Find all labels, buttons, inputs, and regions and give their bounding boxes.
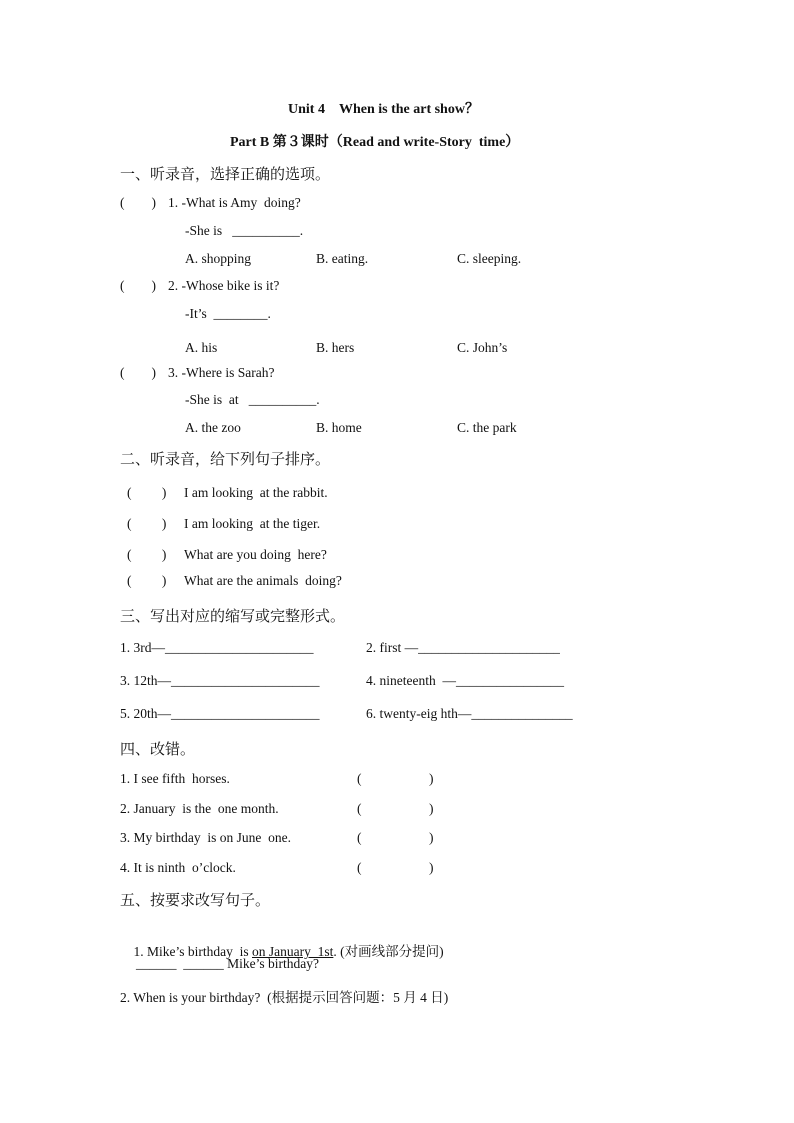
abbr-3: 3. 12th—______________________	[120, 673, 320, 688]
rewrite-1-prefix: 1. Mike’s birthday is	[133, 944, 252, 959]
q3-option-b: B. home	[316, 420, 362, 435]
q3-answer: -She is at __________.	[185, 392, 320, 407]
correction-2-paren: ( )	[357, 801, 434, 816]
rewrite-2: 2. When is your birthday? (根据提示回答问题：5 月 4 日)	[120, 990, 449, 1005]
order-4-text: What are the animals doing?	[184, 573, 342, 588]
q2-option-b: B. hers	[316, 340, 355, 355]
order-2-text: I am looking at the tiger.	[184, 516, 321, 531]
page-title: Unit 4 When is the art show？	[288, 102, 479, 117]
order-4-paren: ( )	[127, 573, 167, 588]
correction-1-paren: ( )	[357, 771, 434, 786]
abbr-1: 1. 3rd—______________________	[120, 640, 314, 655]
rewrite-1-answer: ______ ______ Mike’s birthday?	[136, 956, 319, 971]
q2-option-a: A. his	[185, 340, 218, 355]
q2-answer: -It’s ________.	[185, 306, 271, 321]
q1-option-b: B. eating.	[316, 251, 369, 266]
rewrite-1-suffix: . (对画线部分提问)	[333, 944, 444, 959]
correction-4-paren: ( )	[357, 860, 434, 875]
q1-question: 1. -What is Amy doing?	[168, 195, 301, 210]
section-1-heading: 一、听录音，选择正确的选项。	[120, 165, 331, 183]
abbr-4: 4. nineteenth —________________	[366, 673, 564, 688]
section-5-heading: 五、按要求改写句子。	[120, 891, 271, 909]
rewrite-1-underlined: on January 1st	[252, 944, 334, 959]
q2-paren: ( )	[120, 278, 156, 293]
correction-3-paren: ( )	[357, 830, 434, 845]
abbr-2: 2. first —_____________________	[366, 640, 560, 655]
q2-question: 2. -Whose bike is it?	[168, 278, 280, 293]
q1-paren: ( )	[120, 195, 156, 210]
order-3-paren: ( )	[127, 547, 167, 562]
section-3-heading: 三、写出对应的缩写或完整形式。	[120, 607, 346, 625]
abbr-6: 6. twenty-eig hth—_______________	[366, 706, 573, 721]
order-2-paren: ( )	[127, 516, 167, 531]
abbr-5: 5. 20th—______________________	[120, 706, 320, 721]
correction-4-text: 4. It is ninth o’clock.	[120, 860, 236, 875]
q1-option-c: C. sleeping.	[457, 251, 522, 266]
order-1-text: I am looking at the rabbit.	[184, 485, 328, 500]
correction-1-text: 1. I see fifth horses.	[120, 771, 230, 786]
section-4-heading: 四、改错。	[120, 740, 196, 758]
q3-question: 3. -Where is Sarah?	[168, 365, 275, 380]
q1-option-a: A. shopping	[185, 251, 252, 266]
page-subtitle: Part B 第３课时（Read and write-Story time）	[230, 135, 520, 150]
q1-answer: -She is __________.	[185, 223, 304, 238]
q3-option-c: C. the park	[457, 420, 517, 435]
order-3-text: What are you doing here?	[184, 547, 327, 562]
q2-option-c: C. John’s	[457, 340, 508, 355]
order-1-paren: ( )	[127, 485, 167, 500]
section-2-heading: 二、听录音，给下列句子排序。	[120, 450, 331, 468]
correction-2-text: 2. January is the one month.	[120, 801, 279, 816]
correction-3-text: 3. My birthday is on June one.	[120, 830, 291, 845]
q3-paren: ( )	[120, 365, 156, 380]
q3-option-a: A. the zoo	[185, 420, 241, 435]
